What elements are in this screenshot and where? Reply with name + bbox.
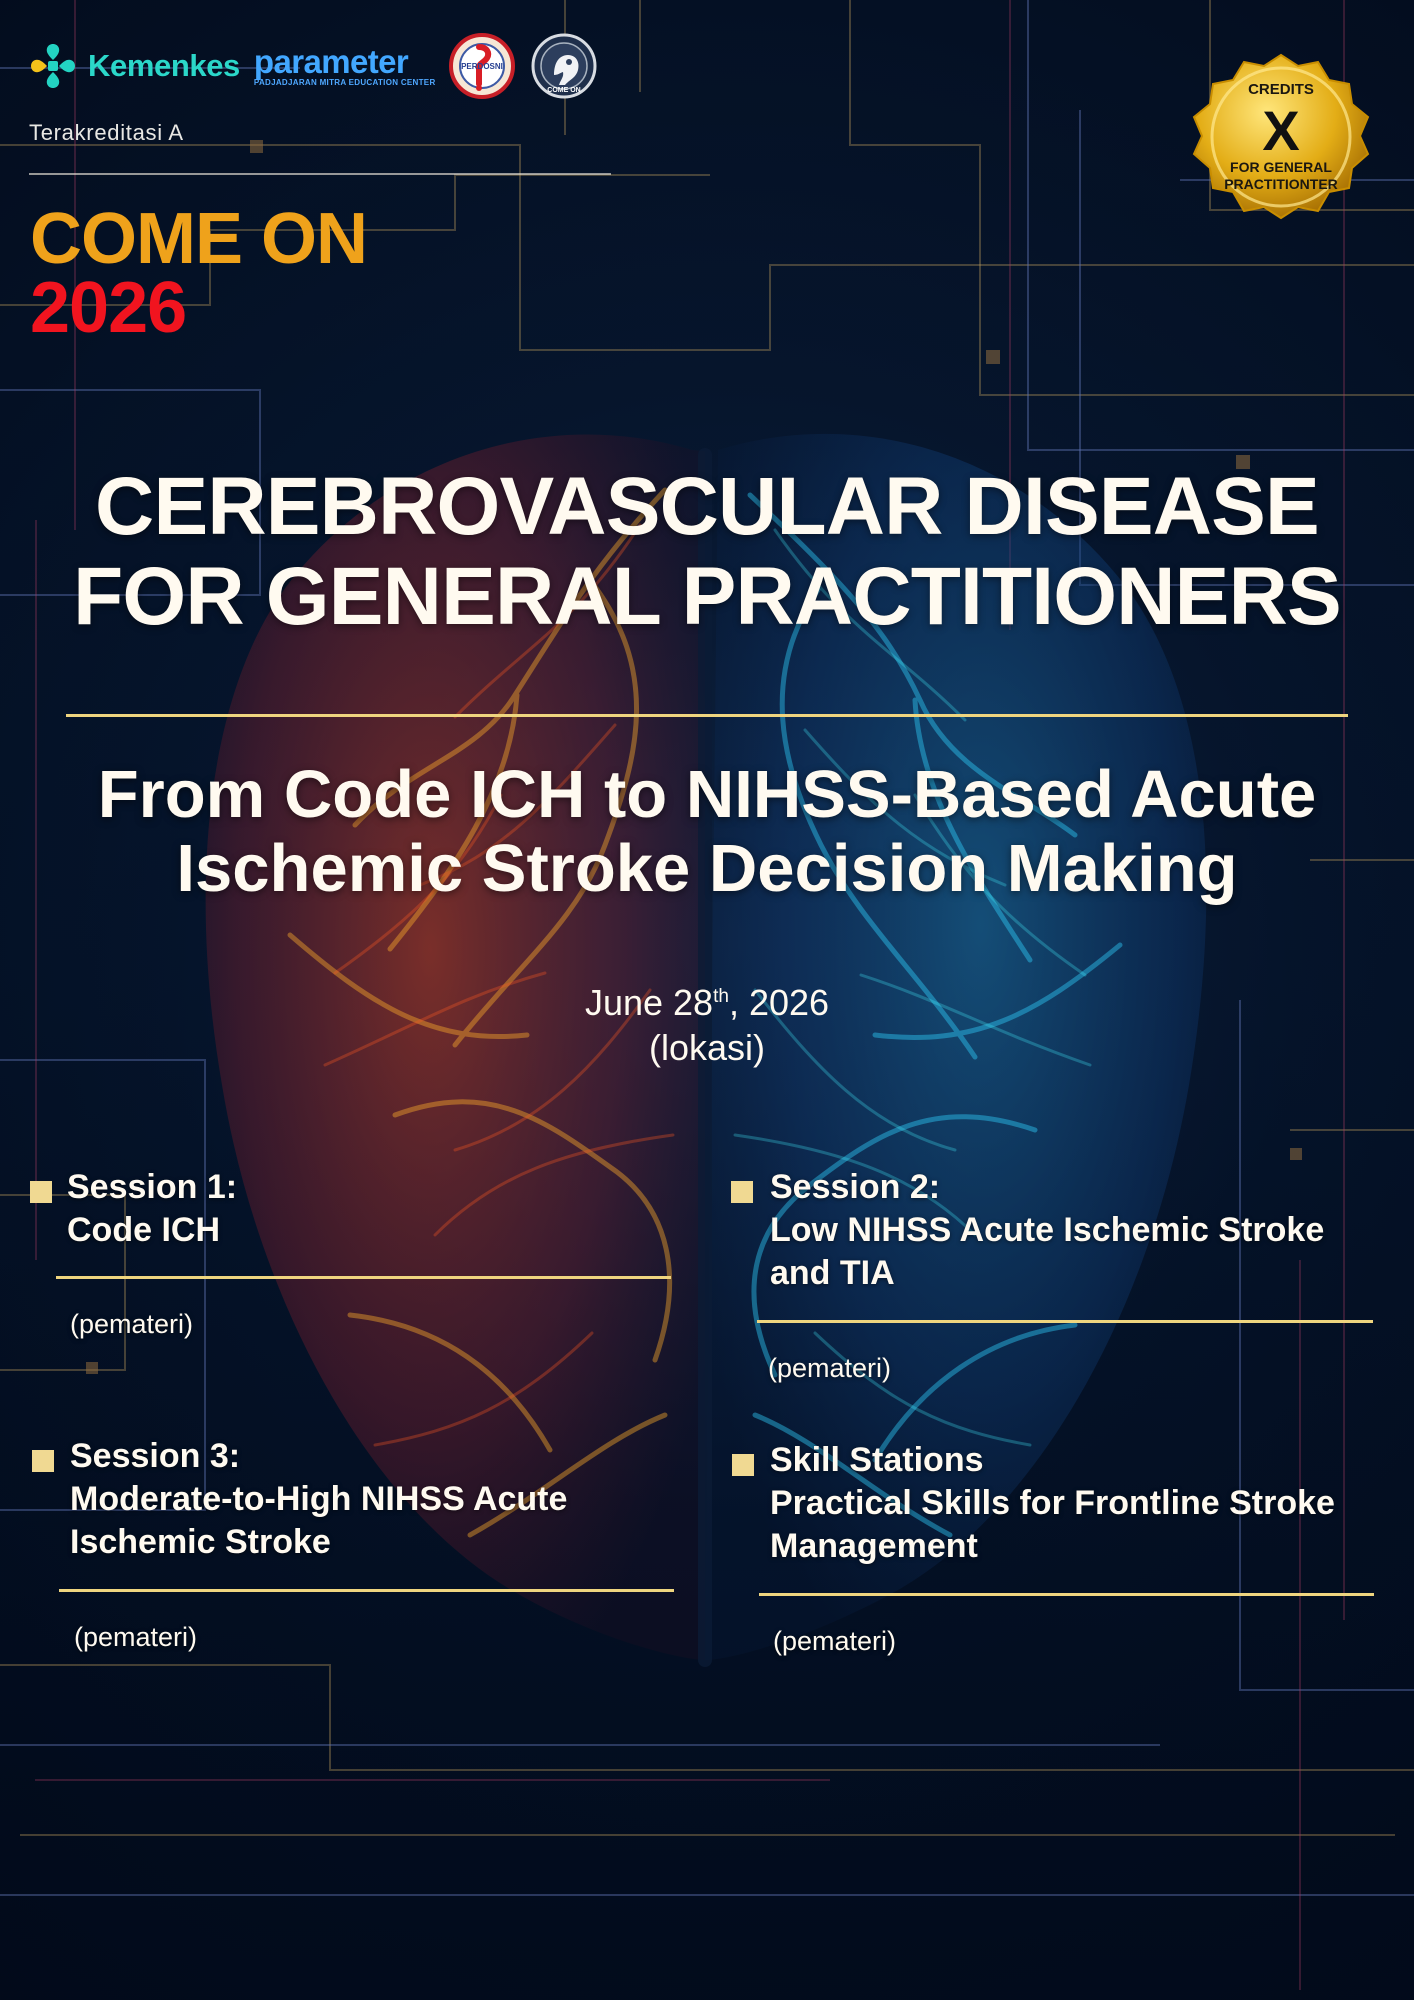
session-1-heading	[67, 1166, 637, 1258]
perdosni-seal-icon	[448, 32, 516, 100]
square-bullet-icon	[32, 1450, 54, 1472]
accreditation-text: Terakreditasi A	[29, 120, 184, 145]
date-year: , 2026	[728, 982, 830, 1023]
event-name: COME ON	[30, 199, 368, 279]
event-year: 2026	[30, 268, 187, 348]
parameter-subtitle: PADJADJARAN MITRA EDUCATION CENTER	[253, 77, 436, 87]
date-ordinal-suffix: th	[713, 986, 729, 1007]
credits-seal-icon	[1190, 53, 1372, 235]
poster-subtitle	[68, 758, 1346, 908]
kemenkes-logo	[28, 36, 240, 96]
session-1-topic-line-1: Code ICH	[67, 1211, 220, 1249]
session-2-label: Session 2:	[770, 1168, 941, 1206]
badge-top-text: CREDITS	[1248, 81, 1314, 98]
parameter-logo	[254, 37, 434, 95]
badge-bottom-line-1: FOR GENERAL	[1230, 159, 1332, 175]
session-3-label: Session 3:	[70, 1437, 241, 1475]
session-3-topic-line-1: Moderate-to-High NIHSS Acute	[70, 1480, 568, 1518]
session-2-heading	[770, 1166, 1362, 1300]
session-3-heading	[70, 1435, 655, 1569]
square-bullet-icon	[732, 1454, 754, 1476]
parameter-wordmark: parameter	[253, 42, 409, 80]
session-1-label: Session 1:	[67, 1168, 238, 1206]
skill-stations-divider	[759, 1593, 1374, 1596]
square-bullet-icon	[30, 1181, 52, 1203]
main-title-line-2: FOR GENERAL PRACTITIONERS	[73, 551, 1341, 642]
session-3-speaker: (pemateri)	[74, 1622, 198, 1652]
session-3-topic-line-2: Ischemic Stroke	[70, 1523, 331, 1561]
kemenkes-logo-icon	[28, 41, 78, 91]
badge-center-text: X	[1262, 99, 1300, 162]
main-title-line-1: CEREBROVASCULAR DISEASE	[95, 461, 1319, 552]
come-on-logo-icon	[530, 32, 598, 100]
poster-main-title	[60, 462, 1354, 652]
session-1-divider	[56, 1276, 671, 1279]
partner-logo-row	[28, 28, 618, 104]
skill-stations-speaker: (pemateri)	[773, 1626, 897, 1656]
skill-stations-topic-line-2: Management	[770, 1527, 978, 1565]
badge-bottom-line-2: PRACTITIONTER	[1224, 176, 1338, 192]
subtitle-line-1: From Code ICH to NIHSS-Based Acute	[97, 757, 1317, 832]
session-2-divider	[757, 1320, 1373, 1323]
credits-badge	[1190, 53, 1372, 235]
title-divider	[66, 714, 1348, 717]
perdosni-seal-text: PERDOSNI	[461, 62, 503, 71]
session-2-topic-line-2: and TIA	[770, 1254, 895, 1292]
event-date	[457, 982, 957, 1024]
skill-stations-topic-line-1: Practical Skills for Frontline Stroke	[770, 1484, 1335, 1522]
kemenkes-wordmark: Kemenkes	[88, 48, 240, 83]
subtitle-line-2: Ischemic Stroke Decision Making	[176, 831, 1238, 906]
event-location: (lokasi)	[648, 1027, 765, 1068]
header-divider	[29, 173, 611, 175]
skill-stations-heading	[770, 1439, 1370, 1573]
session-2-speaker: (pemateri)	[768, 1353, 892, 1383]
date-month-day: June 28	[584, 982, 714, 1023]
skill-stations-label: Skill Stations	[770, 1441, 984, 1479]
session-3-divider	[59, 1589, 674, 1592]
session-1-speaker: (pemateri)	[70, 1309, 194, 1339]
come-on-logo-text: COME ON	[547, 87, 581, 94]
session-2-topic-line-1: Low NIHSS Acute Ischemic Stroke	[770, 1211, 1325, 1249]
square-bullet-icon	[731, 1181, 753, 1203]
